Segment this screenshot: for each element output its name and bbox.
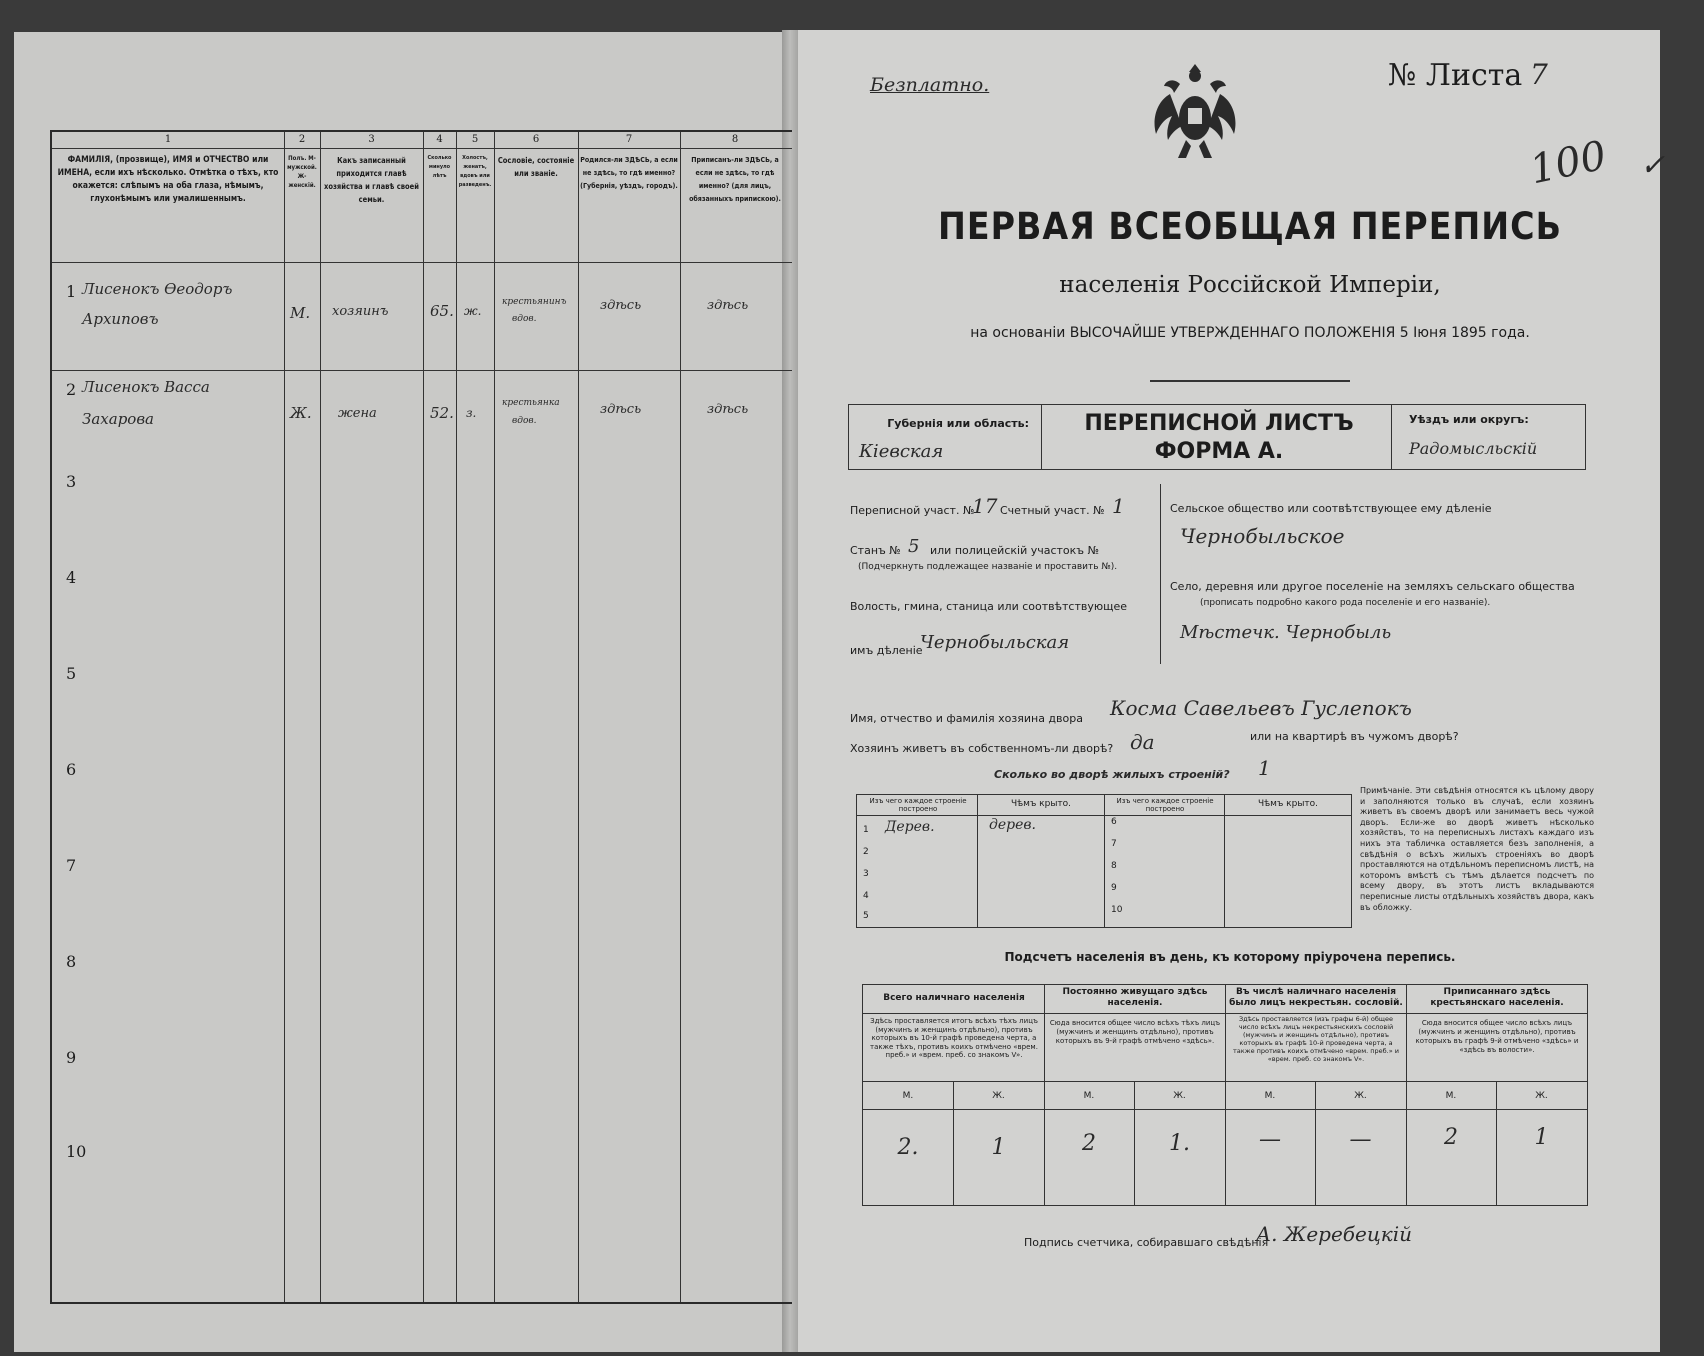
count-male-value: 2 xyxy=(1082,1131,1096,1156)
entry-born: здѣсь xyxy=(600,402,642,417)
corner-mark: ✓ xyxy=(1640,148,1666,183)
census-district-value: 17 xyxy=(972,494,998,518)
col-number: 8 xyxy=(731,134,739,145)
owner-label: Имя, отчество и фамилія хозяина двора xyxy=(850,712,1083,725)
stan-note: (Подчеркнуть подлежащее названіе и проставить №). xyxy=(858,562,1118,572)
bld-row-number: 5 xyxy=(863,911,869,921)
entry-name: Лисенокъ Васса xyxy=(82,378,210,396)
row-number: 6 xyxy=(66,760,77,779)
bld-row-number: 1 xyxy=(863,825,869,835)
bld-roof-value: дерев. xyxy=(989,817,1037,833)
form-subtitle: ФОРМА А. xyxy=(1154,439,1284,464)
entry-registered: здѣсь xyxy=(707,298,749,313)
bld-row-number: 7 xyxy=(1111,839,1117,849)
row-number: 1 xyxy=(66,282,77,301)
count-table xyxy=(862,984,1588,1206)
counting-district-value: 1 xyxy=(1112,494,1125,518)
count-male-value: 2. xyxy=(897,1135,919,1160)
bld-header-roof: Чѣмъ крыто. xyxy=(1257,799,1319,809)
male-label: М. xyxy=(1264,1091,1276,1101)
bld-header-material: Изъ чего каждое строеніе построено xyxy=(869,797,967,813)
header-sex: Полъ. М-мужской. Ж-женскій. xyxy=(287,155,317,189)
row-number: 9 xyxy=(66,1048,77,1067)
counting-district-label: Счетный участ. № xyxy=(1000,504,1105,517)
col-number: 1 xyxy=(164,134,172,145)
entry-estate: вдов. xyxy=(512,416,537,426)
entry-age: 65. xyxy=(430,302,454,320)
bld-header-material: Изъ чего каждое строеніе построено xyxy=(1116,797,1214,813)
gubernia-label: Губернія или область: xyxy=(887,417,1029,430)
census-table xyxy=(50,130,792,1304)
entry-born: здѣсь xyxy=(600,298,642,313)
entry-name: Лисенокъ Ѳеодоръ xyxy=(82,280,233,298)
entry-registered: здѣсь xyxy=(707,402,749,417)
own-yard-label: Хозяинъ живетъ въ собственномъ-ли дворѣ? xyxy=(850,742,1114,755)
uezd-label: Уѣздъ или округъ: xyxy=(1409,413,1529,426)
row-number: 7 xyxy=(66,856,77,875)
header-registered: Приписанъ-ли ЗДѢСЬ, а если не здѣсь, то гдѣ именно? (для лицъ, обязанныхъ припискою). xyxy=(689,156,781,203)
double-headed-eagle-emblem xyxy=(1150,56,1240,166)
header-relation: Какъ записанный приходится главѣ хозяйства и главѣ своей семьи. xyxy=(324,156,419,204)
bld-row-number: 4 xyxy=(863,891,869,901)
sheet-number-value: 7 xyxy=(1530,58,1548,91)
row-number: 4 xyxy=(66,568,77,587)
male-label: М. xyxy=(1445,1091,1457,1101)
free-label: Безплатно. xyxy=(870,74,990,96)
col-number: 7 xyxy=(625,134,633,145)
row-number: 8 xyxy=(66,952,77,971)
entry-name: Архиповъ xyxy=(82,310,159,328)
count-female-value: 1 xyxy=(991,1135,1006,1160)
count-col-head: Постоянно живущаго здѣсь населенія. xyxy=(1062,987,1208,1008)
row-number: 10 xyxy=(66,1142,87,1161)
female-label: Ж. xyxy=(1354,1091,1367,1101)
census-subtitle: населенія Россійской Имперіи, xyxy=(1059,272,1441,298)
count-col-desc: Сюда вносится общее число всѣхъ лицъ (мужчинъ и женщинъ отдѣльно), противъ которыхъ въ графѣ 9-й отмѣчено «здѣсь» и «здѣсь въ волости». xyxy=(1415,1019,1579,1054)
ornament-divider xyxy=(1150,380,1350,382)
entry-sex: Ж. xyxy=(290,404,312,422)
header-born: Родился-ли ЗДѢСЬ, а если не здѣсь, то гдѣ именно? (Губернія, уѣздъ, городъ). xyxy=(580,156,678,190)
own-yard-value: да xyxy=(1130,730,1155,754)
count-title: Подсчетъ населенія въ день, къ которому пріурочена перепись. xyxy=(1004,950,1456,964)
volost-label: Волость, гмина, станица или соотвѣтствующее xyxy=(850,600,1128,613)
female-label: Ж. xyxy=(1173,1091,1186,1101)
census-basis: на основаніи ВЫСОЧАЙШЕ УТВЕРЖДЕННАГО ПОЛОЖЕНІЯ 5 Іюня 1895 года. xyxy=(970,325,1530,341)
count-col-head: Приписаннаго здѣсь крестьянскаго населенія. xyxy=(1430,987,1564,1008)
uezd-value: Радомысльскій xyxy=(1409,439,1538,458)
signature-value: А. Жеребецкій xyxy=(1256,1222,1413,1246)
male-label: М. xyxy=(902,1091,914,1101)
bld-row-number: 8 xyxy=(1111,861,1117,871)
bld-row-number: 9 xyxy=(1111,883,1117,893)
entry-estate: вдов. xyxy=(512,314,537,324)
sheet-number-label: № Листа xyxy=(1388,58,1523,93)
society-label: Сельское общество или соотвѣтствующее ему дѣленіе xyxy=(1170,502,1492,515)
society-value: Чернобыльское xyxy=(1180,524,1345,548)
male-label: М. xyxy=(1083,1091,1095,1101)
female-label: Ж. xyxy=(992,1091,1005,1101)
form-header-box xyxy=(848,404,1586,470)
form-title: ПЕРЕПИСНОЙ ЛИСТЪ xyxy=(1084,411,1354,436)
count-male-value: 2 xyxy=(1444,1125,1458,1150)
col-number: 5 xyxy=(471,134,479,145)
bld-row-number: 3 xyxy=(863,869,869,879)
header-name: ФАМИЛІЯ, (прозвище), ИМЯ и ОТЧЕСТВО или ИМЕНА, если ихъ нѣсколько. Отмѣтка о тѣхъ, кто окажется: слѣпымъ на оба глаза, нѣмымъ, глухонѣмымъ или умалишеннымъ. xyxy=(57,155,279,204)
village-label: Село, деревня или другое поселеніе на земляхъ сельскаго общества xyxy=(1170,580,1575,593)
census-district-label: Переписной участ. № xyxy=(850,504,975,517)
rent-label: или на квартирѣ въ чужомъ дворѣ? xyxy=(1250,730,1459,743)
header-age: Сколько минуло лѣтъ xyxy=(427,155,452,179)
entry-estate: крестьянинъ xyxy=(502,297,567,307)
buildings-label: Сколько во дворѣ жилыхъ строеній? xyxy=(994,768,1230,781)
header-estate: Сословіе, состояніе или званіе. xyxy=(497,156,575,178)
entry-marital: з. xyxy=(466,406,477,420)
col-number: 4 xyxy=(436,134,443,145)
entry-relation: хозяинъ xyxy=(332,304,389,319)
count-col-head: Въ числѣ наличнаго населенія было лицъ некрестьян. сословій. xyxy=(1229,987,1403,1008)
bld-row-number: 6 xyxy=(1111,817,1117,827)
row-number: 5 xyxy=(66,664,77,683)
count-col-head: Всего наличнаго населенія xyxy=(883,993,1025,1003)
entry-sex: М. xyxy=(290,304,311,322)
note-text: Примѣчаніе. Эти свѣдѣнія относятся къ цѣлому двору и заполняются только въ случаѣ, если хозяинъ живетъ въ своемъ дворѣ или занимаетъ весь чужой дворъ. Если-же во дворѣ живетъ нѣсколько хозяйствъ, то на переписныхъ листахъ каждаго изъ нихъ эта табличка оставляется безъ заполненія, а свѣдѣнія о всѣхъ жилыхъ строеніяхъ во дворѣ проставляются на отдѣльномъ переписномъ листѣ, на которомъ вмѣстѣ съ тѣмъ дѣлается подсчетъ по всему двору, въ этотъ листъ вкладываются переписные листы отдѣльныхъ хозяйствъ двора, какъ въ обложку. xyxy=(1360,786,1594,912)
female-label: Ж. xyxy=(1535,1091,1548,1101)
count-male-value: — xyxy=(1259,1127,1281,1152)
bld-row-number: 2 xyxy=(863,847,869,857)
police-label: или полицейскій участокъ № xyxy=(930,544,1100,557)
count-col-desc: Сюда вносится общее число всѣхъ тѣхъ лицъ (мужчинъ и женщинъ отдѣльно), противъ которыхъ въ 9-й графѣ отмѣчено «здѣсь». xyxy=(1049,1019,1221,1045)
bld-row-number: 10 xyxy=(1111,905,1123,915)
gubernia-value: Кіевская xyxy=(859,441,944,462)
entry-name: Захарова xyxy=(82,410,154,428)
village-note: (прописать подробно какого рода поселеніе и его названіе). xyxy=(1200,598,1491,608)
col-number: 3 xyxy=(368,134,375,145)
count-female-value: — xyxy=(1349,1127,1372,1152)
count-col-desc: Здѣсь проставляется итогъ всѣхъ тѣхъ лицъ (мужчинъ и женщинъ отдѣльно), противъ которыхъ въ 10-й графѣ проведена черта, а также тѣхъ, противъ коихъ отмѣчено «врем. преб.» и «врем. преб. со знакомъ V». xyxy=(870,1017,1038,1059)
count-female-value: 1 xyxy=(1534,1125,1549,1150)
count-col-desc: Здѣсь проставляется (изъ графы 6-й) общее число всѣхъ лицъ некрестьянскихъ сословій (мужчинъ и женщинъ отдѣльно), противъ которыхъ въ графѣ 10-й проведена черта, а также противъ коихъ отмѣчено «врем. преб.» и «врем. преб. со знакомъ V». xyxy=(1233,1015,1399,1063)
buildings-table xyxy=(856,794,1352,928)
bld-material-value: Дерев. xyxy=(885,819,935,835)
entry-age: 52. xyxy=(430,404,454,422)
header-marital: Холостъ, женатъ, вдовъ или разведенъ. xyxy=(458,155,492,188)
stan-label: Станъ № xyxy=(850,544,901,557)
stan-value: 5 xyxy=(908,536,920,557)
census-title: ПЕРВАЯ ВСЕОБЩАЯ ПЕРЕПИСЬ xyxy=(938,205,1562,248)
buildings-value: 1 xyxy=(1258,756,1271,780)
count-female-value: 1. xyxy=(1169,1131,1190,1156)
owner-value: Косма Савельевъ Гуслепокъ xyxy=(1110,696,1412,720)
entry-relation: жена xyxy=(338,406,377,421)
volost-label-2: имъ дѣленіе xyxy=(850,644,923,657)
signature-label: Подпись счетчика, собиравшаго свѣдѣнія xyxy=(1024,1236,1269,1249)
volost-value: Чернобыльская xyxy=(920,632,1070,653)
village-value: Мѣстечк. Чернобыль xyxy=(1180,622,1392,643)
bld-header-roof: Чѣмъ крыто. xyxy=(1010,799,1072,809)
col-number: 6 xyxy=(532,134,540,145)
entry-estate: крестьянка xyxy=(502,398,560,408)
col-number: 2 xyxy=(298,134,306,145)
entry-marital: ж. xyxy=(464,304,482,318)
row-number: 3 xyxy=(66,472,77,491)
corner-handwritten-number: 100 xyxy=(1526,132,1611,194)
field-divider xyxy=(1160,484,1161,664)
row-number: 2 xyxy=(66,380,77,399)
